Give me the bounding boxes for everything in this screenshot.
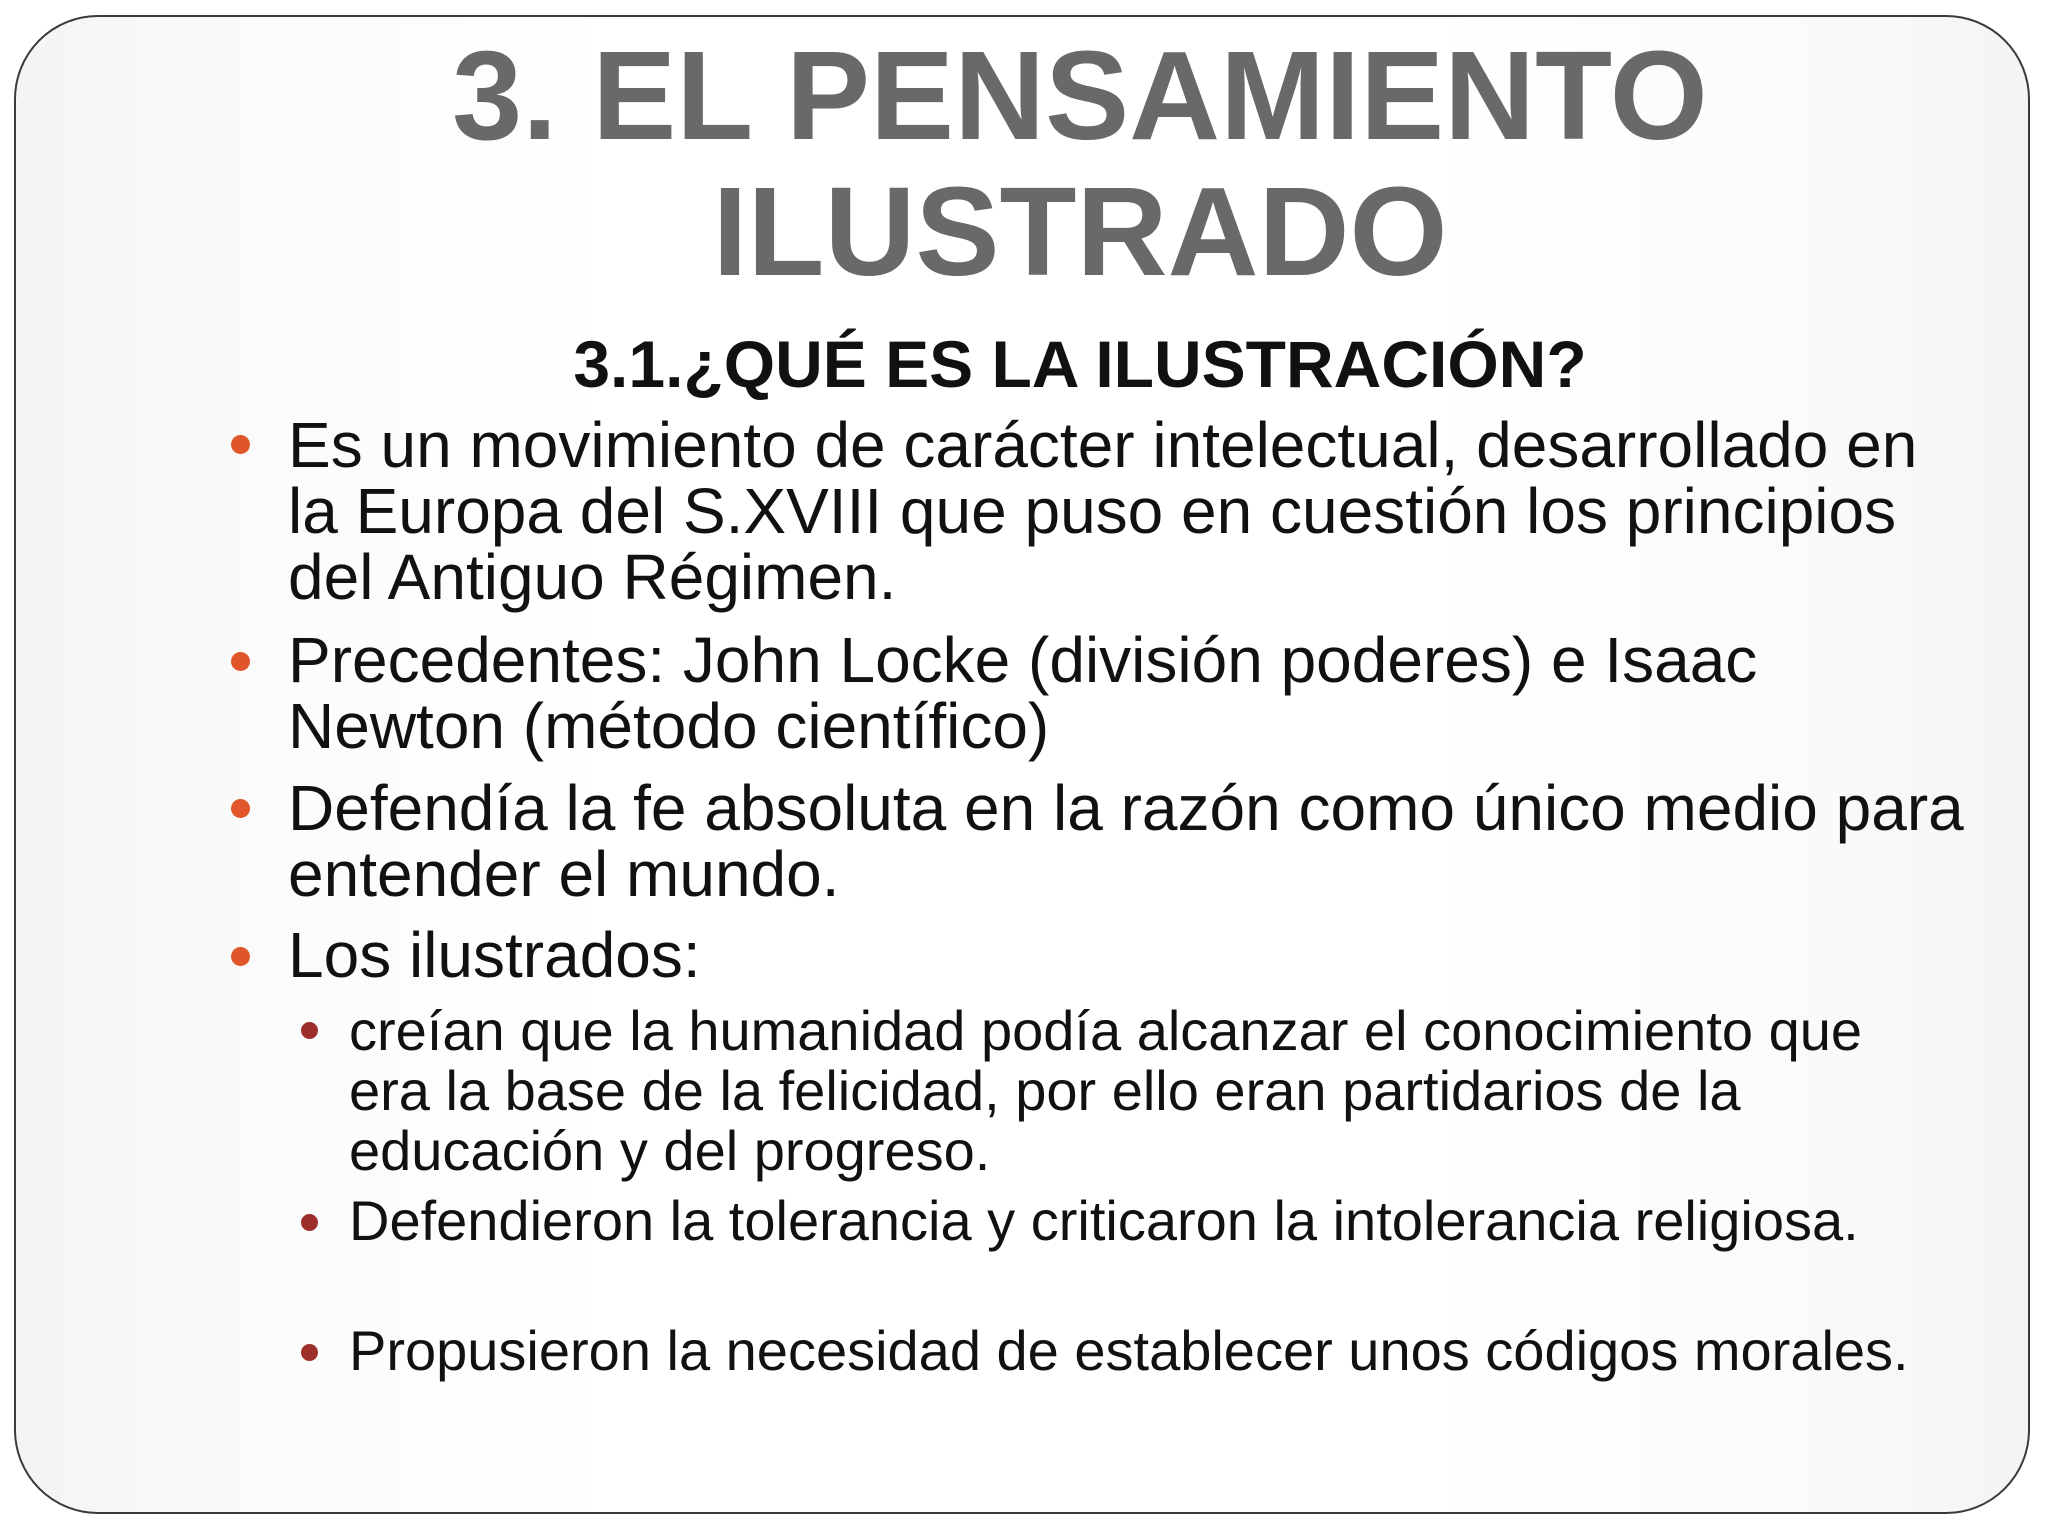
bullet-item: Es un movimiento de carácter intelectual, desarrollado en la Europa del S.XVIII que puso en cuestión los principios del Antiguo Régimen. — [288, 409, 1918, 613]
sub-bullet-item: creían que la humanidad podía alcanzar el conocimiento que era la base de la felicidad, por ello eran partidarios de la educación y del progreso. — [349, 999, 1863, 1182]
bullet-item: Defendía la fe absoluta en la razón como único medio para entender el mundo. — [288, 772, 1964, 910]
slide-title: 3. EL PENSAMIENTO ILUSTRADO — [452, 25, 1708, 302]
sub-bullet-dot-icon — [301, 1214, 318, 1231]
sub-bullet-item: Propusieron la necesidad de establecer unos códigos morales. — [349, 1319, 1909, 1382]
sub-bullet-dot-icon — [301, 1344, 318, 1361]
bullet-dot-icon — [231, 652, 250, 671]
bullet-dot-icon — [231, 799, 250, 818]
bullet-dot-icon — [231, 435, 250, 454]
sub-bullet-item: Defendieron la tolerancia y criticaron la intolerancia religiosa. — [349, 1189, 1859, 1252]
bullet-item: Los ilustrados: — [288, 919, 701, 991]
bullet-item: Precedentes: John Locke (división poderes) e Isaac Newton (método científico) — [288, 624, 1758, 762]
bullet-dot-icon — [231, 947, 250, 966]
sub-bullet-dot-icon — [301, 1022, 318, 1039]
section-subtitle: 3.1.¿QUÉ ES LA ILUSTRACIÓN? — [573, 327, 1587, 401]
